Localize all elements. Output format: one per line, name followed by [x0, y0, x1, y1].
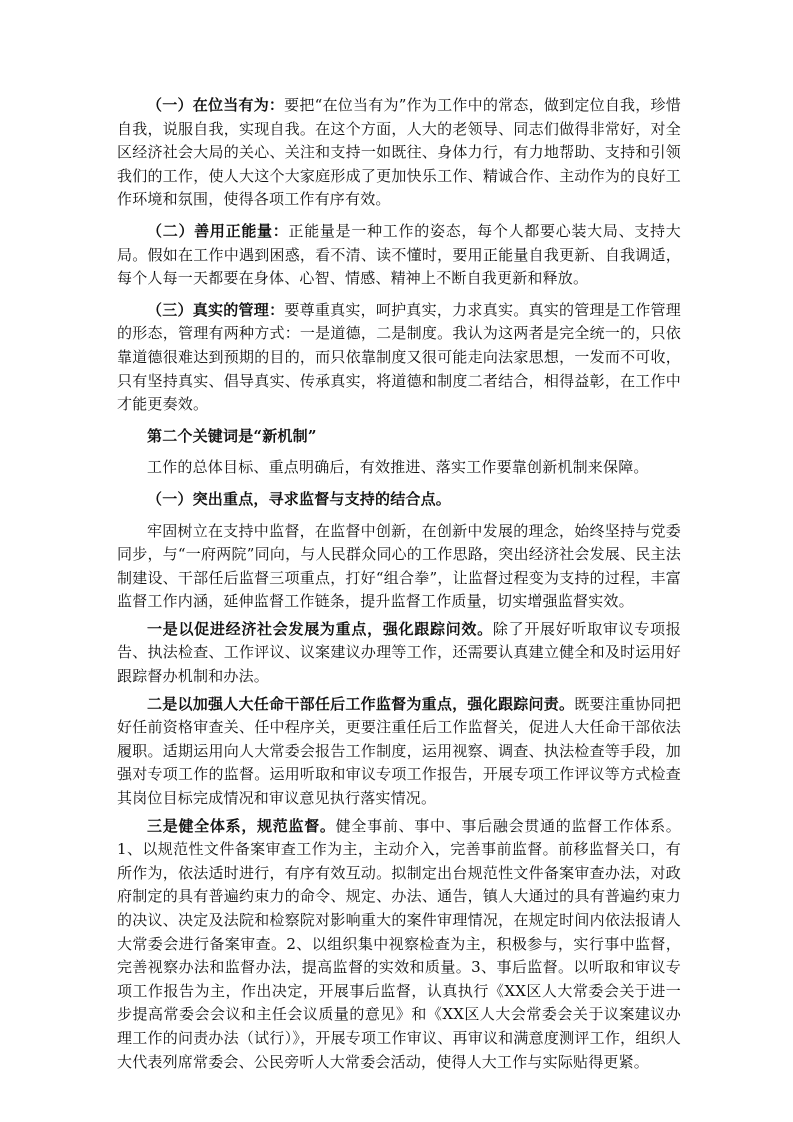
paragraph-lead: 三是健全体系，规范监督。	[147, 816, 336, 835]
paragraph-positive-energy	[117, 220, 681, 291]
section-heading: 第二个关键词是“新机制”	[147, 426, 317, 445]
paragraph-lead: （一）在位当有为：	[147, 96, 285, 114]
paragraph-supervision-concept	[117, 520, 681, 614]
paragraph-point-three	[117, 815, 681, 1075]
paragraph-text: 工作的总体目标、重点明确后，有效推进、落实工作要靠创新机制来保障。	[147, 458, 649, 477]
paragraph-point-two	[117, 693, 681, 811]
paragraph-overall-goal	[117, 456, 681, 480]
paragraph-text: 健全事前、事中、事后融会贯通的监督工作体系。1、以规范性文件备案审查工作为主，主动介入，完善事前监督。前移监督关口，有所作为，依法适时进行，有序有效互动。拟制定出台规范性文件备案审查办法，对政府制定的具有普遍约束力的命令、规定、办法、通告，镇人大通过的具有普遍约束力的决议、决定及法院和检察院对影响重大的案件审理情况，在规定时间内依法报请人大常委会进行备案审查。2、以组织集中视察检查为主，积极参与，实行事中监督，完善视察办法和监督办法，提高监督的实效和质量。3、事后监督。以听取和审议专项工作报告为主，作出决定，开展事后监督，认真执行《XX区人大常委会关于进一步提高常委会会议和主任会议质量的意见》和《XX区人大会常委会关于议案建议办理工作的问责办法（试行）》，开展专项工作审议、再审议和满意度测评工作，组织人大代表列席常委会、公民旁听人大常委会活动，使得人大工作与实际贴得更紧。	[117, 816, 681, 1071]
paragraph-text: 牢固树立在支持中监督，在监督中创新，在创新中发展的理念，始终坚持与党委同步，与“一府两院”同向，与人民群众同心的工作思路，突出经济社会发展、民主法制建设、干部任后监督三项重点，打好“组合拳”，让监督过程变为支持的过程，丰富监督工作内涵，延伸监督工作链条，提升监督工作质量，切实增强监督实效。	[117, 521, 681, 611]
paragraph-lead: （三）真实的管理：	[147, 300, 285, 319]
paragraph-text: 要把“在位当有为”作为工作中的常态，做到定位自我，珍惜自我，说服自我，实现自我。在这个方面，人大的老领导、同志们做得非常好，对全区经济社会大局的关心、关注和支持一如既往、身体力行，有力地帮助、支持和引领我们的工作，使人大这个大家庭形成了更加快乐工作、精诚合作、主动作为的良好工作环境和氛围，使得各项工作有序有效。	[117, 96, 681, 209]
paragraph-lead: 一是以促进经济社会发展为重点，强化跟踪问效。	[147, 619, 493, 638]
document-page	[117, 94, 681, 1074]
section-heading-new-mechanism	[117, 425, 681, 449]
paragraph-text: 除了开展好听取审议专项报告、执法检查、工作评议、议案建议办理等工作，还需要认真建立健全和及时运用好跟踪督办机制和办法。	[117, 619, 682, 686]
paragraph-real-management	[117, 299, 681, 417]
subheading-highlight-focus	[117, 488, 681, 512]
subheading: （一）突出重点，寻求监督与支持的结合点。	[147, 489, 452, 508]
paragraph-text: 要尊重真实，呵护真实，力求真实。真实的管理是工作管理的形态，管理有两种方式：一是道德，二是制度。我认为这两者是完全统一的，只依靠道德很难达到预期的目的，而只依靠制度又很可能走向法家思想，一发而不可收，只有坚持真实、倡导真实、传承真实，将道德和制度二者结合，相得益彰，在工作中才能更奏效。	[117, 300, 681, 414]
paragraph-text: 既要注重协同把好任前资格审查关、任中程序关，更要注重任后工作监督关，促进人大任命干部依法履职。适期运用向人大常委会报告工作制度，运用视察、调查、执法检查等手段，加强对专项工作的监督。运用听取和审议专项工作报告，开展专项工作评议等方式检查其岗位目标完成情况和审议意见执行落实情况。	[117, 694, 682, 808]
paragraph-text: 正能量是一种工作的姿态，每个人都要心装大局、支持大局。假如在工作中遇到困惑，看不清、读不懂时，要用正能量自我更新、自我调适，每个人每一天都要在身体、心智、情感、精神上不断自我更新和释放。	[117, 221, 681, 288]
paragraph-point-one	[117, 618, 681, 689]
paragraph-lead: （二）善用正能量：	[147, 221, 289, 240]
paragraph-in-position	[117, 94, 681, 212]
paragraph-lead: 二是以加强人大任命干部任后工作监督为重点，强化跟踪问责。	[147, 694, 575, 713]
